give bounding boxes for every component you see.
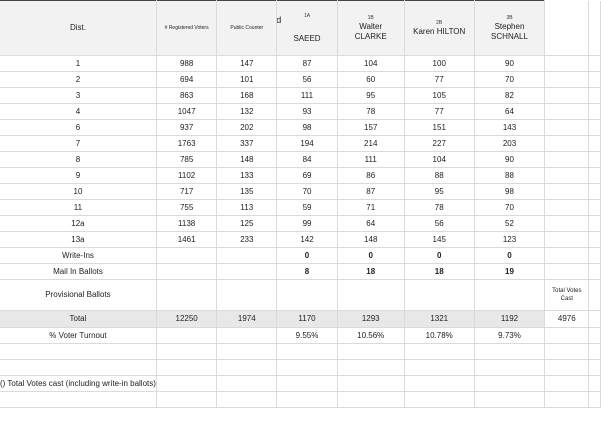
- dist-cell[interactable]: 7: [0, 136, 156, 152]
- cell[interactable]: [589, 152, 601, 168]
- vote-cell[interactable]: 214: [337, 136, 404, 152]
- reg-cell[interactable]: 863: [156, 88, 216, 104]
- cell[interactable]: [474, 376, 544, 392]
- vote-cell[interactable]: 99: [277, 216, 338, 232]
- cell[interactable]: [589, 120, 601, 136]
- cell[interactable]: [217, 392, 277, 408]
- cell[interactable]: [589, 56, 601, 72]
- cell[interactable]: [589, 136, 601, 152]
- reg-cell[interactable]: 785: [156, 152, 216, 168]
- table-row: [0, 232, 601, 248]
- cell[interactable]: [589, 248, 601, 264]
- cell[interactable]: [474, 344, 544, 360]
- cell[interactable]: [156, 248, 216, 264]
- turnout-row: [0, 328, 601, 344]
- table-row: [0, 72, 601, 88]
- cell[interactable]: [0, 344, 156, 360]
- table-row: [0, 216, 601, 232]
- cell[interactable]: [589, 216, 601, 232]
- dist-cell[interactable]: 12a: [0, 216, 156, 232]
- cell[interactable]: [404, 376, 474, 392]
- total-row: [0, 311, 601, 328]
- vote-cell[interactable]: 84: [277, 152, 338, 168]
- vote-cell[interactable]: 148: [337, 232, 404, 248]
- total-votes-cast-header[interactable]: Total Votes Cast: [545, 280, 589, 311]
- cell[interactable]: [474, 360, 544, 376]
- total-vote-cell[interactable]: 1170: [277, 311, 338, 328]
- total-vote-cell[interactable]: 1293: [337, 311, 404, 328]
- cell[interactable]: [545, 1, 589, 56]
- cell[interactable]: [277, 392, 338, 408]
- mail-in-row: [0, 264, 601, 280]
- dist-header[interactable]: Dist.: [0, 1, 156, 56]
- candidate-header-3b[interactable]: 3B Stephen SCHNALL: [474, 1, 544, 56]
- cell[interactable]: [589, 1, 601, 56]
- cell[interactable]: [589, 200, 601, 216]
- reg-cell[interactable]: 937: [156, 120, 216, 136]
- vote-cell[interactable]: 0: [404, 248, 474, 264]
- cell[interactable]: [589, 392, 601, 408]
- footnote[interactable]: () Total Votes cast (including write-in ballots): [0, 376, 156, 392]
- vote-cell[interactable]: 123: [474, 232, 544, 248]
- vote-cell[interactable]: 104: [337, 56, 404, 72]
- cell[interactable]: [337, 280, 404, 311]
- vote-cell[interactable]: 18: [337, 264, 404, 280]
- vote-cell[interactable]: 64: [337, 216, 404, 232]
- pc-cell[interactable]: 113: [217, 200, 277, 216]
- vote-cell[interactable]: 203: [474, 136, 544, 152]
- vote-cell[interactable]: 78: [337, 104, 404, 120]
- total-pc[interactable]: 1974: [217, 311, 277, 328]
- pc-cell[interactable]: 133: [217, 168, 277, 184]
- cell[interactable]: [277, 360, 338, 376]
- reg-cell[interactable]: 1138: [156, 216, 216, 232]
- dist-cell[interactable]: 10: [0, 184, 156, 200]
- pc-cell[interactable]: 168: [217, 88, 277, 104]
- pc-cell[interactable]: 125: [217, 216, 277, 232]
- cell[interactable]: [589, 88, 601, 104]
- cell[interactable]: [545, 136, 589, 152]
- cell[interactable]: [156, 328, 216, 344]
- cell[interactable]: [217, 360, 277, 376]
- vote-cell[interactable]: 69: [277, 168, 338, 184]
- vote-cell[interactable]: 227: [404, 136, 474, 152]
- reg-cell[interactable]: 1102: [156, 168, 216, 184]
- table-row: [0, 152, 601, 168]
- footnote-row: [0, 376, 601, 392]
- cell[interactable]: [277, 280, 338, 311]
- vote-cell[interactable]: 59: [277, 200, 338, 216]
- vote-cell[interactable]: 18: [404, 264, 474, 280]
- write-ins-row: [0, 248, 601, 264]
- vote-cell[interactable]: 111: [277, 88, 338, 104]
- vote-cell[interactable]: 90: [474, 56, 544, 72]
- pc-cell[interactable]: 202: [217, 120, 277, 136]
- cell[interactable]: [404, 280, 474, 311]
- cell[interactable]: [0, 360, 156, 376]
- cell[interactable]: [589, 311, 601, 328]
- pc-cell[interactable]: 147: [217, 56, 277, 72]
- vote-cell[interactable]: 0: [474, 248, 544, 264]
- pc-cell[interactable]: 101: [217, 72, 277, 88]
- cell[interactable]: [217, 328, 277, 344]
- cell[interactable]: [217, 280, 277, 311]
- cell[interactable]: [156, 344, 216, 360]
- vote-cell[interactable]: 98: [474, 184, 544, 200]
- table-row: [0, 120, 601, 136]
- reg-cell[interactable]: 755: [156, 200, 216, 216]
- cell[interactable]: [589, 184, 601, 200]
- reg-cell[interactable]: 1461: [156, 232, 216, 248]
- vote-cell[interactable]: 145: [404, 232, 474, 248]
- provisional-row: [0, 280, 601, 311]
- cell[interactable]: [545, 360, 589, 376]
- cell[interactable]: [589, 168, 601, 184]
- cell[interactable]: [589, 232, 601, 248]
- vote-cell[interactable]: 77: [404, 104, 474, 120]
- vote-cell[interactable]: 70: [277, 184, 338, 200]
- cell[interactable]: [217, 248, 277, 264]
- cell[interactable]: [545, 120, 589, 136]
- cell[interactable]: [337, 360, 404, 376]
- cell[interactable]: [217, 264, 277, 280]
- cell[interactable]: [156, 280, 216, 311]
- vote-cell[interactable]: 142: [277, 232, 338, 248]
- cell[interactable]: [545, 168, 589, 184]
- vote-cell[interactable]: 88: [474, 168, 544, 184]
- cell[interactable]: [589, 280, 601, 311]
- public-counter-header[interactable]: Public Counter: [217, 1, 277, 56]
- turnout-cell[interactable]: 10.78%: [404, 328, 474, 344]
- turnout-label[interactable]: % Voter Turnout: [0, 328, 156, 344]
- table-row: [0, 200, 601, 216]
- cell[interactable]: [545, 200, 589, 216]
- truncated-text: d: [276, 15, 282, 25]
- vote-cell[interactable]: 90: [474, 152, 544, 168]
- cell[interactable]: [337, 376, 404, 392]
- cell[interactable]: [589, 264, 601, 280]
- cell[interactable]: [545, 88, 589, 104]
- vote-cell[interactable]: 0: [337, 248, 404, 264]
- vote-cell[interactable]: 111: [337, 152, 404, 168]
- pc-cell[interactable]: 148: [217, 152, 277, 168]
- vote-cell[interactable]: 78: [404, 200, 474, 216]
- cell[interactable]: [545, 56, 589, 72]
- total-vote-cell[interactable]: 1321: [404, 311, 474, 328]
- cell[interactable]: [156, 376, 216, 392]
- table-row: [0, 168, 601, 184]
- dist-cell[interactable]: 8: [0, 152, 156, 168]
- write-ins-label[interactable]: Write-Ins: [0, 248, 156, 264]
- cell[interactable]: [545, 392, 589, 408]
- vote-cell[interactable]: 87: [337, 184, 404, 200]
- dist-cell[interactable]: 13a: [0, 232, 156, 248]
- cell[interactable]: [474, 280, 544, 311]
- vote-cell[interactable]: 60: [337, 72, 404, 88]
- vote-cell[interactable]: 8: [277, 264, 338, 280]
- total-label[interactable]: Total: [0, 311, 156, 328]
- pc-cell[interactable]: 132: [217, 104, 277, 120]
- cell[interactable]: [337, 392, 404, 408]
- reg-cell[interactable]: 717: [156, 184, 216, 200]
- table-row: [0, 136, 601, 152]
- vote-cell[interactable]: 143: [474, 120, 544, 136]
- cell[interactable]: [545, 184, 589, 200]
- vote-cell[interactable]: 82: [474, 88, 544, 104]
- cell[interactable]: [277, 376, 338, 392]
- cell[interactable]: [545, 376, 589, 392]
- vote-cell[interactable]: 19: [474, 264, 544, 280]
- cell[interactable]: [545, 232, 589, 248]
- total-vote-cell[interactable]: 1192: [474, 311, 544, 328]
- provisional-label[interactable]: Provisional Ballots: [0, 280, 156, 311]
- vote-cell[interactable]: 93: [277, 104, 338, 120]
- cell[interactable]: [404, 344, 474, 360]
- vote-cell[interactable]: 70: [474, 200, 544, 216]
- cell[interactable]: [277, 344, 338, 360]
- candidate-header-1b[interactable]: 1B Walter CLARKE: [337, 1, 404, 56]
- registered-voters-header[interactable]: # Registered Voters: [156, 1, 216, 56]
- vote-cell[interactable]: 105: [404, 88, 474, 104]
- dist-cell[interactable]: 9: [0, 168, 156, 184]
- cell[interactable]: [545, 152, 589, 168]
- dist-cell[interactable]: 1: [0, 56, 156, 72]
- vote-cell[interactable]: 56: [404, 216, 474, 232]
- pc-cell[interactable]: 233: [217, 232, 277, 248]
- vote-cell[interactable]: 194: [277, 136, 338, 152]
- cell[interactable]: [156, 392, 216, 408]
- vote-cell[interactable]: 88: [404, 168, 474, 184]
- cell[interactable]: [217, 376, 277, 392]
- turnout-cell[interactable]: 10.56%: [337, 328, 404, 344]
- reg-cell[interactable]: 694: [156, 72, 216, 88]
- cell[interactable]: [545, 264, 589, 280]
- total-votes-cast-value[interactable]: 4976: [545, 311, 589, 328]
- cell[interactable]: [337, 344, 404, 360]
- dist-cell[interactable]: 2: [0, 72, 156, 88]
- cell[interactable]: [404, 392, 474, 408]
- vote-cell[interactable]: 157: [337, 120, 404, 136]
- total-reg[interactable]: 12250: [156, 311, 216, 328]
- cell[interactable]: [545, 328, 589, 344]
- vote-cell[interactable]: 151: [404, 120, 474, 136]
- reg-cell[interactable]: 1047: [156, 104, 216, 120]
- dist-cell[interactable]: 11: [0, 200, 156, 216]
- cell[interactable]: [589, 360, 601, 376]
- dist-cell[interactable]: 6: [0, 120, 156, 136]
- table-row: [0, 56, 601, 72]
- cell[interactable]: [545, 72, 589, 88]
- cell[interactable]: [404, 360, 474, 376]
- cell[interactable]: [545, 216, 589, 232]
- vote-cell[interactable]: 0: [277, 248, 338, 264]
- cell[interactable]: [474, 392, 544, 408]
- turnout-cell[interactable]: 9.73%: [474, 328, 544, 344]
- reg-cell[interactable]: 988: [156, 56, 216, 72]
- cell[interactable]: [589, 376, 601, 392]
- vote-cell[interactable]: 64: [474, 104, 544, 120]
- cell[interactable]: [545, 344, 589, 360]
- table-row: [0, 184, 601, 200]
- cell[interactable]: [0, 392, 156, 408]
- vote-cell[interactable]: 104: [404, 152, 474, 168]
- vote-cell[interactable]: 87: [277, 56, 338, 72]
- vote-cell[interactable]: 52: [474, 216, 544, 232]
- candidate-header-1a[interactable]: d 1A SAEED: [277, 1, 338, 56]
- cell[interactable]: [545, 104, 589, 120]
- vote-cell[interactable]: 95: [404, 184, 474, 200]
- cell[interactable]: [156, 360, 216, 376]
- cell[interactable]: [545, 248, 589, 264]
- vote-cell[interactable]: 98: [277, 120, 338, 136]
- candidate-header-2b[interactable]: 2B Karen HILTON: [404, 1, 474, 56]
- vote-cell[interactable]: 70: [474, 72, 544, 88]
- turnout-cell[interactable]: 9.55%: [277, 328, 338, 344]
- cell[interactable]: [589, 344, 601, 360]
- pc-cell[interactable]: 135: [217, 184, 277, 200]
- vote-cell[interactable]: 95: [337, 88, 404, 104]
- vote-cell[interactable]: 71: [337, 200, 404, 216]
- dist-cell[interactable]: 4: [0, 104, 156, 120]
- cell[interactable]: [589, 104, 601, 120]
- cell[interactable]: [589, 328, 601, 344]
- pc-cell[interactable]: 337: [217, 136, 277, 152]
- reg-cell[interactable]: 1763: [156, 136, 216, 152]
- table-row: [0, 88, 601, 104]
- table-row: [0, 104, 601, 120]
- vote-cell[interactable]: 100: [404, 56, 474, 72]
- cell[interactable]: [156, 264, 216, 280]
- dist-cell[interactable]: 3: [0, 88, 156, 104]
- cell[interactable]: [217, 344, 277, 360]
- vote-cell[interactable]: 86: [337, 168, 404, 184]
- cell[interactable]: [589, 72, 601, 88]
- vote-cell[interactable]: 56: [277, 72, 338, 88]
- vote-cell[interactable]: 77: [404, 72, 474, 88]
- mail-in-label[interactable]: Mail In Ballots: [0, 264, 156, 280]
